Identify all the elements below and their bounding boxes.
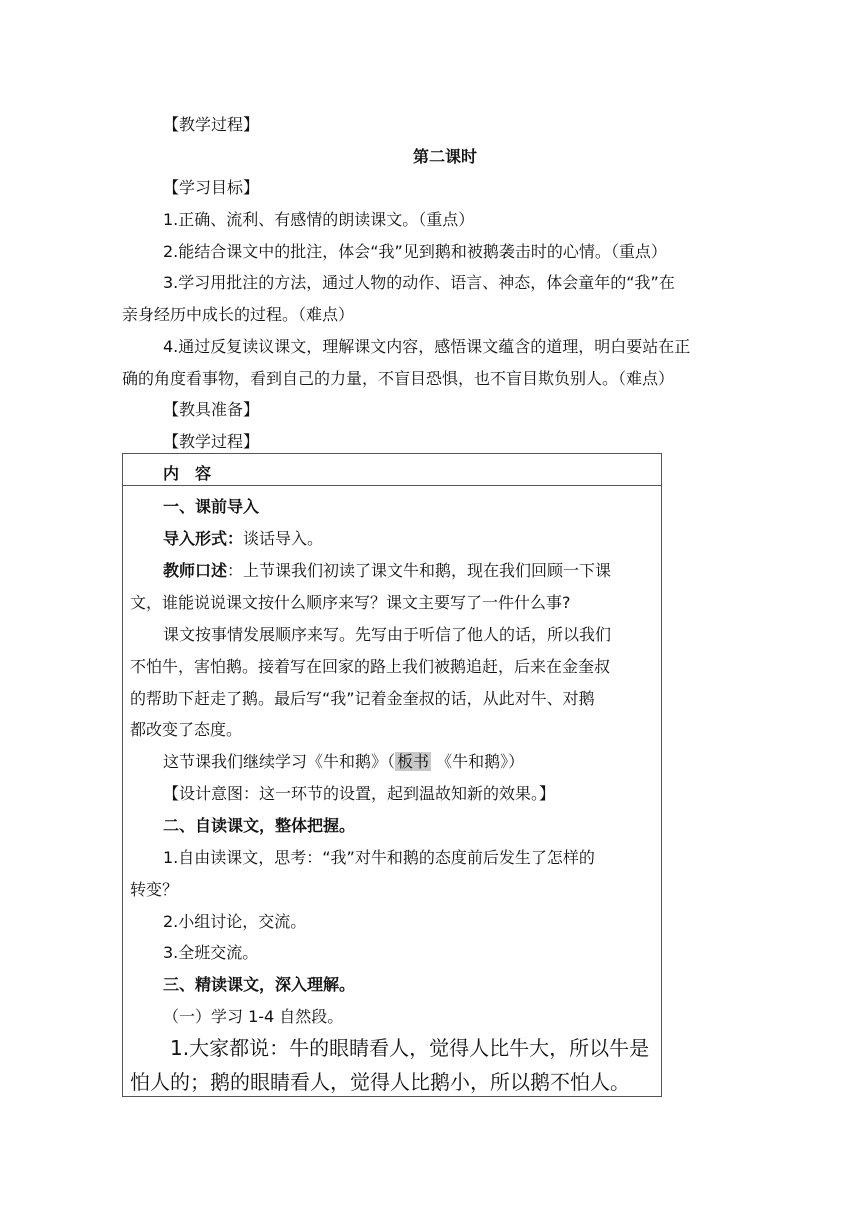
objective-item-2: 2.能结合课文中的批注，体会“我”见到鹅和被鹅袭击时的心情。（重点） (163, 242, 667, 261)
question-1-line-2: 转变？ (130, 880, 179, 899)
answer-line-4: 都改变了态度。 (130, 720, 243, 739)
preparation-heading: 【教具准备】 (163, 400, 260, 419)
process-heading: 【教学过程】 (163, 115, 260, 134)
section-1-title: 一、课前导入 (163, 497, 260, 516)
objective-item-3-line-2: 亲身经历中成长的过程。（难点） (122, 305, 355, 324)
intro-form-row (163, 529, 323, 549)
intro-form-label: 导入形式： (163, 529, 244, 548)
teacher-line-2: 文，谁能说说课文按什么顺序来写？课文主要写了一件什么事? (130, 593, 571, 612)
question-2: 2.小组讨论，交流。 (163, 912, 307, 931)
objective-item-1: 1.正确、流利、有感情的朗读课文。（重点） (163, 210, 475, 229)
teacher-line-1 (163, 561, 611, 581)
answer-line-1: 课文按事情发展顺序来写。先写由于听信了他人的话，所以我们 (163, 625, 612, 644)
teacher-text-1: ：上节课我们初读了课文牛和鹅，现在我们回顾一下课 (227, 561, 612, 580)
objective-item-4-line-1: 4.通过反复读议课文，理解课文内容，感悟课文蕴含的道理，明白要站在正 (163, 337, 691, 356)
lesson-title: 第二课时 (413, 147, 478, 166)
question-3: 3.全班交流。 (163, 943, 259, 962)
table-header: 内 容 (163, 464, 212, 483)
section-3-title: 三、精读课文，深入理解。 (163, 975, 356, 994)
section-2-title: 二、自读课文，整体把握。 (163, 816, 356, 835)
teacher-label: 教师口述 (163, 561, 228, 580)
objective-item-3-line-1: 3.学习用批注的方法，通过人物的动作、语言、神态，体会童年的“我”在 (163, 273, 675, 292)
process-heading-2: 【教学过程】 (163, 432, 260, 451)
design-intent: 【设计意图：这一环节的设置，起到温故知新的效果。】 (163, 784, 556, 803)
intro-form-value: 谈话导入。 (243, 529, 324, 548)
content-table (122, 453, 662, 1097)
quote-line-2: 怕人的；鹅的眼睛看人，觉得人比鹅小，所以鹅不怕人。 (130, 1070, 630, 1094)
board-highlight: 板书 (397, 752, 430, 771)
quote-line-1: 1.大家都说：牛的眼睛看人，觉得人比牛大，所以牛是 (170, 1036, 650, 1060)
continue-pre: 这节课我们继续学习《牛和鹅》（ (163, 752, 396, 771)
subsection-1: （一）学习 1-4 自然段。 (163, 1007, 344, 1026)
question-1-line-1: 1.自由读课文，思考：“我”对牛和鹅的态度前后发生了怎样的 (163, 848, 595, 867)
objective-item-4-line-2: 确的角度看事物，看到自己的力量，不盲目恐惧，也不盲目欺负别人。（难点） (122, 369, 675, 388)
continue-line (163, 752, 524, 772)
continue-post: 《牛和鹅》） (431, 752, 525, 771)
answer-line-3: 的帮助下赶走了鹅。最后写“我”记着金奎叔的话，从此对牛、对鹅 (130, 689, 595, 708)
answer-line-2: 不怕牛，害怕鹅。接着写在回家的路上我们被鹅追赶，后来在金奎叔 (130, 657, 611, 676)
table-header-divider (122, 485, 662, 486)
objectives-heading: 【学习目标】 (163, 178, 260, 197)
